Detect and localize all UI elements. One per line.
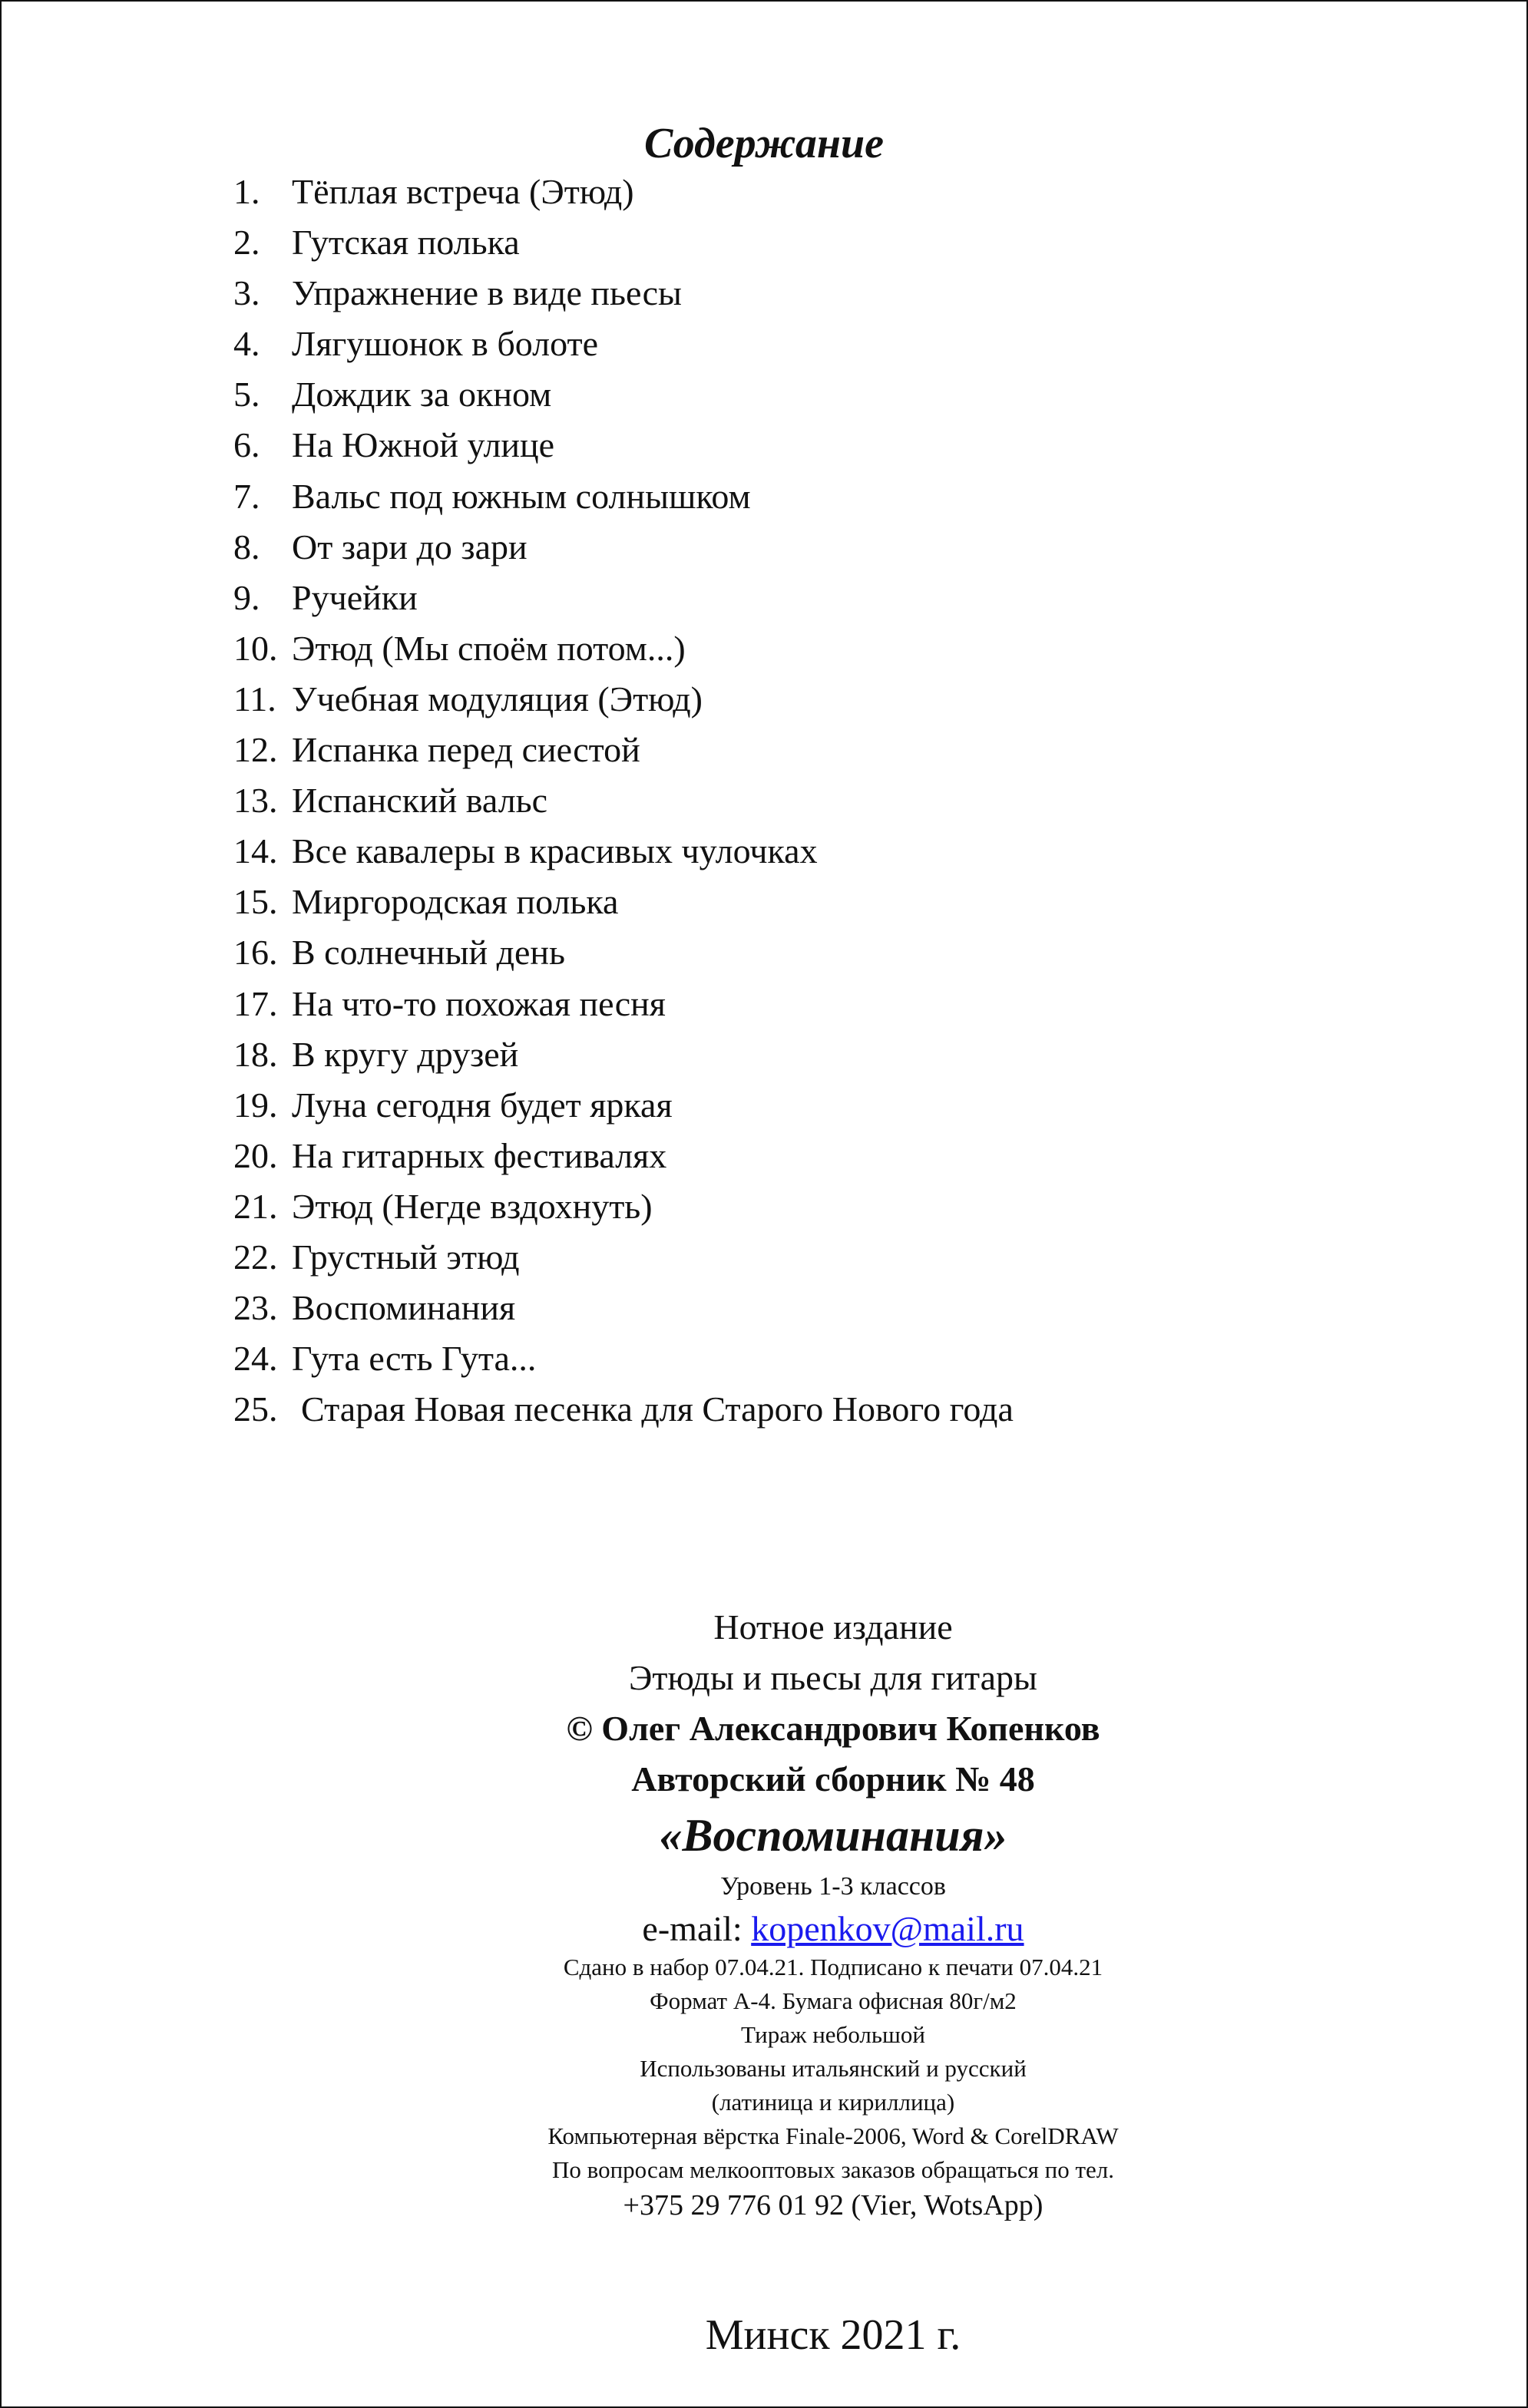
toc-item <box>233 674 1014 725</box>
toc-title: Содержание <box>644 120 884 167</box>
toc-item <box>233 1029 1014 1080</box>
toc-item <box>233 1080 1014 1131</box>
toc-item-title: Все кавалеры в красивых чулочках <box>292 831 818 871</box>
level: Уровень 1-3 классов <box>720 1872 946 1901</box>
toc-item <box>233 1283 1014 1333</box>
toc-item-title: Луна сегодня будет яркая <box>292 1085 673 1125</box>
toc-item-number: 7. <box>233 476 260 516</box>
toc-item <box>233 1181 1014 1232</box>
toc-item-number: 11. <box>233 679 276 718</box>
toc-item-number: 1. <box>233 172 260 211</box>
toc-item-title: Этюд (Негде вздохнуть) <box>292 1186 653 1226</box>
toc-item <box>233 471 1014 522</box>
toc-item <box>233 1333 1014 1384</box>
toc-item-number: 13. <box>233 781 278 821</box>
toc-item-title: На что-то похожая песня <box>292 983 666 1023</box>
toc-item-number: 17. <box>233 983 278 1023</box>
collection-number: Авторский сборник № 48 <box>631 1759 1035 1799</box>
orders-note: По вопросам мелкооптовых заказов обращаться по тел. <box>552 2156 1114 2183</box>
toc-item <box>233 522 1014 573</box>
toc-item-number: 15. <box>233 882 278 922</box>
toc-item-title: Учебная модуляция (Этюд) <box>292 679 703 718</box>
toc-item-number: 21. <box>233 1186 278 1226</box>
toc-item <box>233 927 1014 978</box>
toc-item-number: 10. <box>233 628 278 668</box>
toc-item-title: Воспоминания <box>292 1288 516 1328</box>
toc-item-title: Старая Новая песенка для Старого Нового года <box>301 1389 1014 1429</box>
toc-item-title: Ручейки <box>292 577 418 617</box>
toc-item <box>233 623 1014 674</box>
paper-format: Формат А-4. Бумага офисная 80г/м2 <box>650 1987 1017 2014</box>
toc-item-title: Лягушонок в болоте <box>292 324 598 364</box>
author: © Олег Александрович Копенков <box>566 1709 1100 1748</box>
toc-item-title: Гута есть Гута... <box>292 1339 537 1379</box>
toc-item-title: Вальс под южным солнышком <box>292 476 751 516</box>
email-line <box>71 1908 1528 1951</box>
toc-item-number: 23. <box>233 1288 278 1328</box>
toc-item-number: 19. <box>233 1085 278 1125</box>
toc-item <box>233 217 1014 268</box>
toc-item-title: Грустный этюд <box>292 1237 520 1277</box>
toc-item <box>233 979 1014 1029</box>
toc-item <box>233 775 1014 826</box>
imprint-block <box>71 1602 1528 2224</box>
toc-item-number: 25. <box>233 1389 278 1429</box>
toc-list <box>233 167 1014 1435</box>
toc-item-title: Дождик за окном <box>292 375 552 415</box>
toc-item-number: 16. <box>233 933 278 973</box>
software: Компьютерная вёрстка Finale-2006, Word & CorelDRAW <box>547 2122 1119 2149</box>
toc-item-number: 18. <box>233 1034 278 1074</box>
book-title: «Воспоминания» <box>659 1810 1007 1861</box>
toc-item-number: 6. <box>233 425 260 465</box>
toc-item <box>233 1131 1014 1181</box>
toc-item-title: Испанский вальс <box>292 781 548 821</box>
toc-item-number: 14. <box>233 831 278 871</box>
email-link[interactable]: kopenkov@mail.ru <box>751 1909 1024 1948</box>
circulation: Тираж небольшой <box>741 2021 925 2048</box>
toc-item-number: 9. <box>233 577 260 617</box>
toc-item-title: На гитарных фестивалях <box>292 1135 667 1175</box>
toc-item <box>233 1232 1014 1283</box>
toc-item-number: 20. <box>233 1135 278 1175</box>
city-year: Минск 2021 г. <box>705 2311 961 2359</box>
toc-item <box>233 319 1014 369</box>
toc-item-number: 5. <box>233 375 260 415</box>
languages: Использованы итальянский и русский <box>640 2055 1027 2082</box>
toc-item-title: На Южной улице <box>292 425 555 465</box>
toc-item <box>233 877 1014 927</box>
toc-item <box>233 369 1014 420</box>
toc-item <box>233 725 1014 775</box>
toc-item <box>233 1384 1014 1435</box>
toc-item-title: От зари до зари <box>292 527 528 566</box>
email-label: e-mail: <box>642 1909 743 1948</box>
toc-item <box>233 826 1014 877</box>
toc-item-number: 4. <box>233 324 260 364</box>
toc-item-title: Этюд (Мы споём потом...) <box>292 628 686 668</box>
toc-item-title: Упражнение в виде пьесы <box>292 273 682 313</box>
toc-item-number: 3. <box>233 273 260 313</box>
toc-item <box>233 268 1014 319</box>
edition-type: Нотное издание <box>713 1607 953 1647</box>
scripts: (латиница и кириллица) <box>711 2089 955 2116</box>
toc-item-number: 12. <box>233 730 278 770</box>
toc-item <box>233 573 1014 623</box>
print-dates: Сдано в набор 07.04.21. Подписано к печати 07.04.21 <box>563 1954 1103 1980</box>
toc-item <box>233 420 1014 471</box>
toc-item-title: Испанка перед сиестой <box>292 730 640 770</box>
edition-subtitle: Этюды и пьесы для гитары <box>629 1658 1037 1697</box>
toc-item-number: 2. <box>233 223 260 263</box>
toc-item-number: 22. <box>233 1237 278 1277</box>
toc-item-title: Гутская полька <box>292 223 520 263</box>
phone: +375 29 776 01 92 (Vier, WotsApp) <box>623 2189 1043 2221</box>
toc-item-number: 24. <box>233 1339 278 1379</box>
toc-item-title: Миргородская полька <box>292 882 619 922</box>
toc-item-title: Тёплая встреча (Этюд) <box>292 172 634 211</box>
toc-item-title: В солнечный день <box>292 933 566 973</box>
toc-item-title: В кругу друзей <box>292 1034 519 1074</box>
toc-item <box>233 167 1014 217</box>
toc-item-number: 8. <box>233 527 260 566</box>
